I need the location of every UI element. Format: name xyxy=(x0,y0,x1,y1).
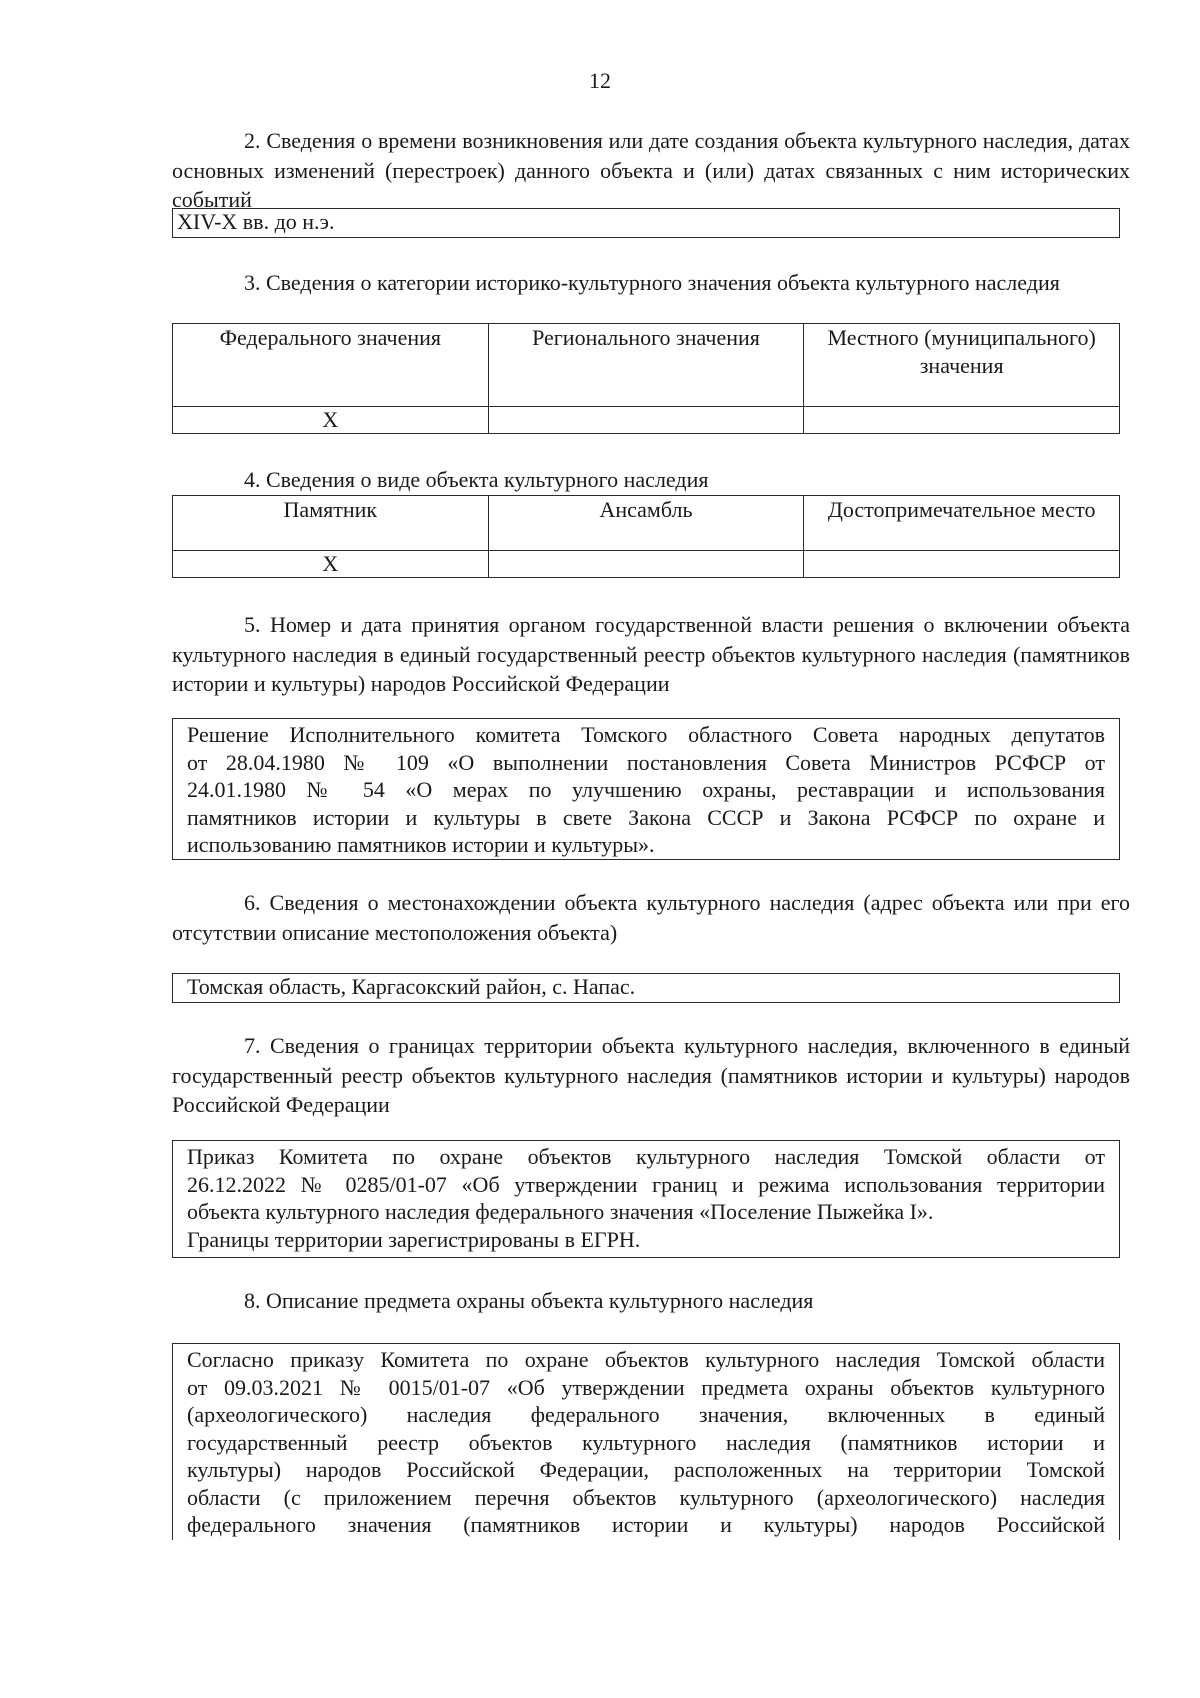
column-header-local: Местного (муниципального) значения xyxy=(804,324,1120,407)
text-line: использованию памятников истории и культуры». xyxy=(187,832,655,857)
text-line: федерального значения (памятников истории и культуры) народов Российской xyxy=(187,1512,1105,1537)
text-line: (археологического) наследия федерального значения, включенных в единый xyxy=(187,1402,1105,1427)
section-5-heading: 5. Номер и дата принятия органом государственной власти решения о включении объекта культурного наследия в единый государственный реестр объектов культурного наследия (памятников истории и культуры) народов Российской Федерации xyxy=(172,612,1130,696)
section-2-value: XIV-X вв. до н.э. xyxy=(177,209,335,234)
column-header-monument: Памятник xyxy=(173,496,489,551)
table-row xyxy=(173,551,1120,578)
section-4-heading: 4. Сведения о виде объекта культурного наследия xyxy=(244,467,709,492)
page-number: 12 xyxy=(589,68,611,93)
section-3-category-table xyxy=(172,323,1120,434)
text-line: Приказ Комитета по охране объектов культурного наследия Томской области от xyxy=(187,1144,1105,1169)
column-header-ensemble: Ансамбль xyxy=(488,496,804,551)
mark-regional xyxy=(488,407,804,434)
text-line: от 28.04.1980 № 109 «О выполнении постановления Совета Министров РСФСР от xyxy=(187,749,1105,775)
section-4-type-table xyxy=(172,495,1120,578)
section-6-heading: 6. Сведения о местонахождении объекта культурного наследия (адрес объекта или при его отсутствии описание местоположения объекта) xyxy=(172,890,1130,945)
section-6-address: Томская область, Каргасокский район, с. Напас. xyxy=(187,974,636,999)
mark-ensemble xyxy=(488,551,804,578)
text-line: 24.01.1980 № 54 «О мерах по улучшению охраны, реставрации и использования xyxy=(187,777,1105,802)
text-line: от 09.03.2021 № 0015/01-07 «Об утверждении предмета охраны объектов культурного xyxy=(187,1374,1105,1400)
text-line: Границы территории зарегистрированы в ЕГРН. xyxy=(187,1226,641,1252)
section-7-boundaries-text xyxy=(173,1141,1119,1255)
section-2-value-box xyxy=(172,208,1120,238)
section-8-protection-text xyxy=(173,1344,1119,1541)
section-8-protection-box xyxy=(172,1343,1120,1540)
text-line: государственный реестр объектов культурного наследия (памятников истории и xyxy=(187,1429,1105,1455)
mark-landmark xyxy=(804,551,1120,578)
section-5-decision-text xyxy=(173,719,1119,861)
text-line: Решение Исполнительного комитета Томского областного Совета народных депутатов xyxy=(187,722,1105,747)
text-line: памятников истории и культуры в свете Закона СССР и Закона РСФСР по охране и xyxy=(187,804,1105,830)
mark-monument: X xyxy=(173,551,489,578)
section-6-address-box xyxy=(172,973,1120,1003)
section-7-heading: 7. Сведения о границах территории объекта культурного наследия, включенного в единый государственный реестр объектов культурного наследия (памятников истории и культуры) народов Российской Федерации xyxy=(172,1033,1130,1117)
table-header-row xyxy=(173,496,1120,551)
table-row xyxy=(173,407,1120,434)
text-line: Согласно приказу Комитета по охране объектов культурного наследия Томской области xyxy=(187,1347,1105,1372)
section-3-heading: 3. Сведения о категории историко-культурного значения объекта культурного наследия xyxy=(244,270,1060,295)
section-2-heading: 2. Сведения о времени возникновения или дате создания объекта культурного наследия, датах основных изменений (перестроек) данного объекта и (или) датах связанных с ним исторических событий xyxy=(172,128,1130,212)
mark-local xyxy=(804,407,1120,434)
mark-federal: X xyxy=(173,407,489,434)
text-line: области (с приложением перечня объектов культурного (археологического) наследия xyxy=(187,1484,1105,1510)
section-8-heading: 8. Описание предмета охраны объекта культурного наследия xyxy=(244,1288,814,1313)
column-header-federal: Федерального значения xyxy=(173,324,489,407)
text-line: объекта культурного наследия федерального значения «Поселение Пыжейка I». xyxy=(187,1199,934,1224)
table-header-row xyxy=(173,324,1120,407)
text-line: 26.12.2022 № 0285/01-07 «Об утверждении границ и режима использования территории xyxy=(187,1171,1105,1197)
column-header-regional: Регионального значения xyxy=(488,324,804,407)
section-5-decision-box xyxy=(172,718,1120,860)
column-header-landmark: Достопримечательное место xyxy=(804,496,1120,551)
text-line: культуры) народов Российской Федерации, расположенных на территории Томской xyxy=(187,1457,1105,1482)
section-7-boundaries-box xyxy=(172,1140,1120,1258)
